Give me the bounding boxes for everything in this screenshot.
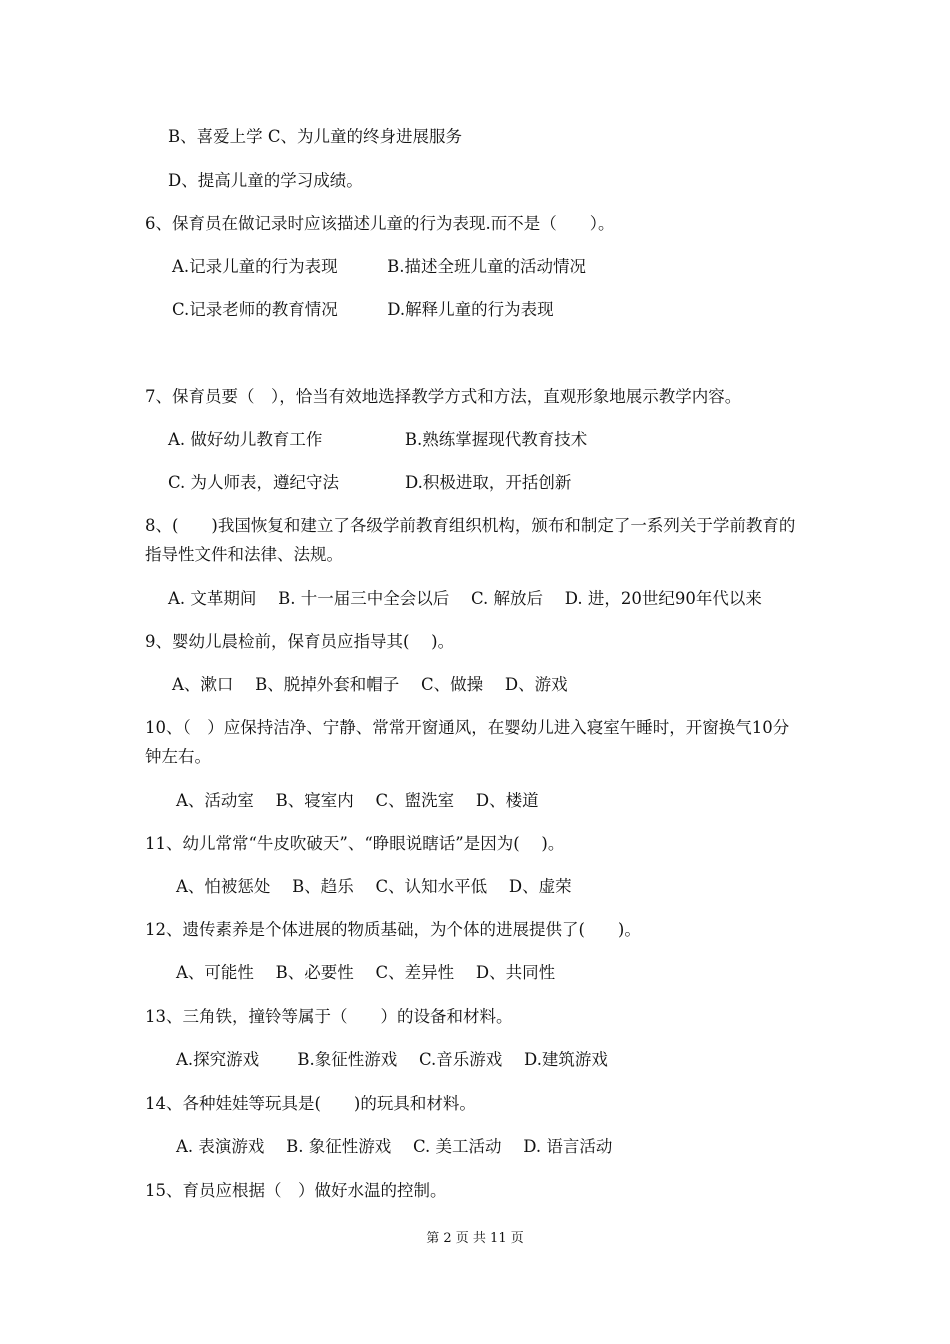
question-14: 14、各种娃娃等玩具是( )的玩具和材料。 bbox=[145, 1094, 476, 1113]
option-line: A. 做好幼儿教育工作 B.熟练掌握现代教育技术 bbox=[168, 430, 588, 449]
option-line: A. 表演游戏 B. 象征性游戏 C. 美工活动 D. 语言活动 bbox=[176, 1137, 613, 1156]
option-line: B、喜爱上学 C、为儿童的终身进展服务 bbox=[168, 127, 462, 146]
question-9: 9、婴幼儿晨检前，保育员应指导其( )。 bbox=[145, 632, 455, 651]
option-line: A、漱口 B、脱掉外套和帽子 C、做操 D、游戏 bbox=[172, 675, 568, 694]
question-13: 13、三角铁，撞铃等属于（ ）的设备和材料。 bbox=[145, 1007, 513, 1026]
question-8-continued: 指导性文件和法律、法规。 bbox=[145, 545, 343, 564]
option-line: A、活动室 B、寝室内 C、盥洗室 D、楼道 bbox=[176, 791, 539, 810]
question-12: 12、遗传素养是个体进展的物质基础，为个体的进展提供了( )。 bbox=[145, 920, 641, 939]
question-10: 10、（ ）应保持洁净、宁静、常常开窗通风，在婴幼儿进入寝室午睡时，开窗换气10分 bbox=[145, 718, 790, 737]
option-line: A、怕被惩处 B、趋乐 C、认知水平低 D、虚荣 bbox=[176, 877, 572, 896]
option-line: C.记录老师的教育情况 D.解释儿童的行为表现 bbox=[172, 300, 554, 319]
option-line: A.探究游戏 B.象征性游戏 C.音乐游戏 D.建筑游戏 bbox=[176, 1050, 608, 1069]
question-8: 8、( )我国恢复和建立了各级学前教育组织机构，颁布和制定了一系列关于学前教育的 bbox=[145, 516, 796, 535]
question-11: 11、幼儿常常“牛皮吹破天”、“睁眼说瞎话”是因为( )。 bbox=[145, 834, 565, 853]
option-line: A. 文革期间 B. 十一届三中全会以后 C. 解放后 D. 进，20世纪90年代以来 bbox=[168, 589, 762, 608]
option-line: A.记录儿童的行为表现 B.描述全班儿童的活动情况 bbox=[172, 257, 587, 276]
question-7: 7、保育员要（ ），恰当有效地选择教学方式和方法，直观形象地展示教学内容。 bbox=[145, 387, 742, 406]
question-6: 6、保育员在做记录时应该描述儿童的行为表现.而不是（ ）。 bbox=[145, 214, 615, 233]
option-line: D、提高儿童的学习成绩。 bbox=[168, 171, 363, 190]
question-10-continued: 钟左右。 bbox=[145, 747, 211, 766]
page-footer: 第 2 页 共 11 页 bbox=[426, 1231, 524, 1246]
question-15: 15、育员应根据（ ）做好水温的控制。 bbox=[145, 1181, 447, 1200]
option-line: C. 为人师表，遵纪守法 D.积极进取，开括创新 bbox=[168, 473, 572, 492]
option-line: A、可能性 B、必要性 C、差异性 D、共同性 bbox=[176, 963, 556, 982]
